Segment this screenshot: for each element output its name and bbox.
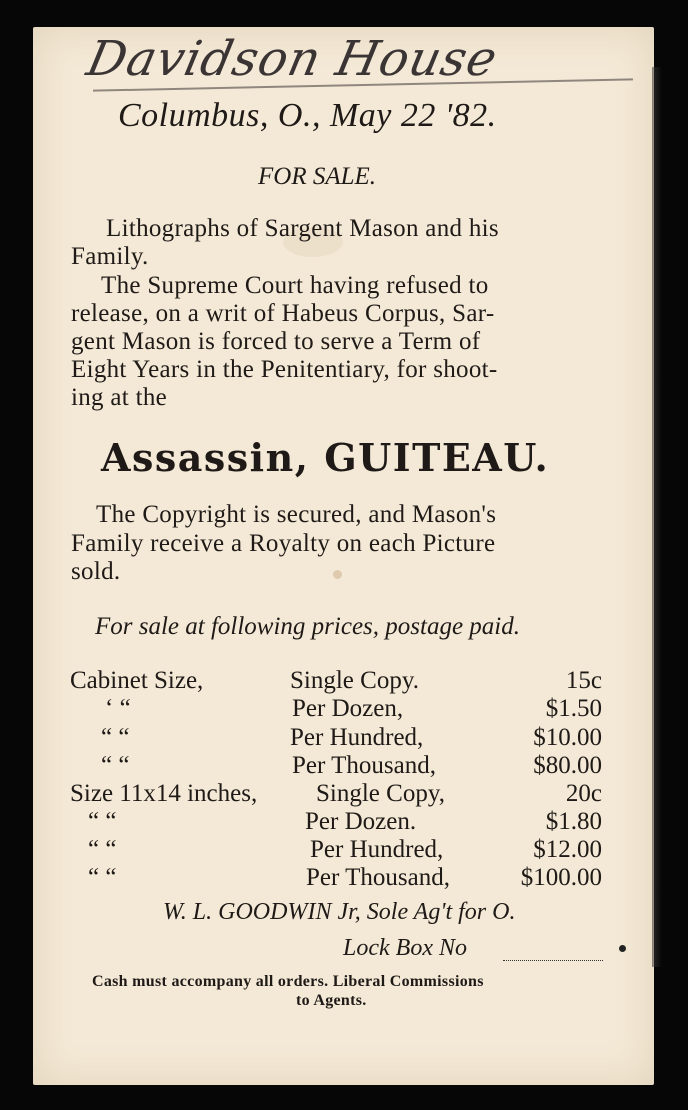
footnote-line2: to Agents. [296,992,367,1009]
price-row-price: $100.00 [520,864,602,891]
paragraph2-line2: release, on a writ of Habeus Corpus, Sar- [71,300,495,327]
price-row-price: 15c [565,667,602,694]
paragraph3-line3: sold. [71,558,121,585]
paragraph1-line1: Lithographs of Sargent Mason and his [106,215,499,242]
price-row-quantity: Per Dozen, [292,695,404,722]
price-row-quantity: Per Hundred, [310,836,444,863]
price-row-quantity: Per Hundred, [290,724,424,751]
paragraph3-line2: Family receive a Royalty on each Picture [71,530,496,557]
price-row-price: $1.80 [545,808,602,835]
handwritten-note: Davidson House [82,31,503,87]
footnote-line1: Cash must accompany all orders. Liberal Commissions [92,973,484,990]
price-row-price: 20c [565,780,602,807]
lock-box-blank-line [503,960,603,961]
price-row-label: “ “ [101,724,130,751]
price-row-price: $12.00 [533,836,602,863]
price-row-label: “ “ [88,864,117,891]
price-row-label: “ “ [101,752,130,779]
paragraph3-line1: The Copyright is secured, and Mason's [96,501,497,528]
paragraph2-line1: The Supreme Court having refused to [101,272,489,299]
price-row-price: $10.00 [533,724,602,751]
price-row-label: “ “ [88,808,117,835]
card-edge-shadow [652,67,662,967]
prices-heading: For sale at following prices, postage paid. [95,613,520,640]
lock-box-label: Lock Box No [343,935,467,961]
price-row-quantity: Per Thousand, [306,864,450,891]
price-row-price: $1.50 [545,695,602,722]
ink-spot [333,570,342,579]
paragraph2-line5: ing at the [71,384,168,411]
price-row-label: ‘ “ [105,695,131,722]
for-sale-heading: FOR SALE. [258,163,377,190]
price-row-quantity: Per Thousand, [292,752,436,779]
price-row-price: $80.00 [533,752,602,779]
price-row-label: Size 11x14 inches, [70,780,258,807]
paragraph2-line4: Eight Years in the Penitentiary, for shoot- [71,356,498,383]
paragraph1-line2: Family. [71,243,149,270]
price-row-label: Cabinet Size, [70,667,204,694]
price-row-quantity: Single Copy. [290,667,419,694]
price-row-quantity: Per Dozen. [305,808,417,835]
paragraph2-line3: gent Mason is forced to serve a Term of [71,328,481,355]
price-row-label: “ “ [88,836,117,863]
advertisement-card [33,27,654,1085]
ink-dot [619,945,626,952]
price-row-quantity: Single Copy, [316,780,445,807]
dateline: Columbus, O., May 22 '82. [118,97,497,134]
agent-line: W. L. GOODWIN Jr, Sole Ag't for O. [163,899,516,925]
headline: Assassin, GUITEAU. [101,435,550,480]
